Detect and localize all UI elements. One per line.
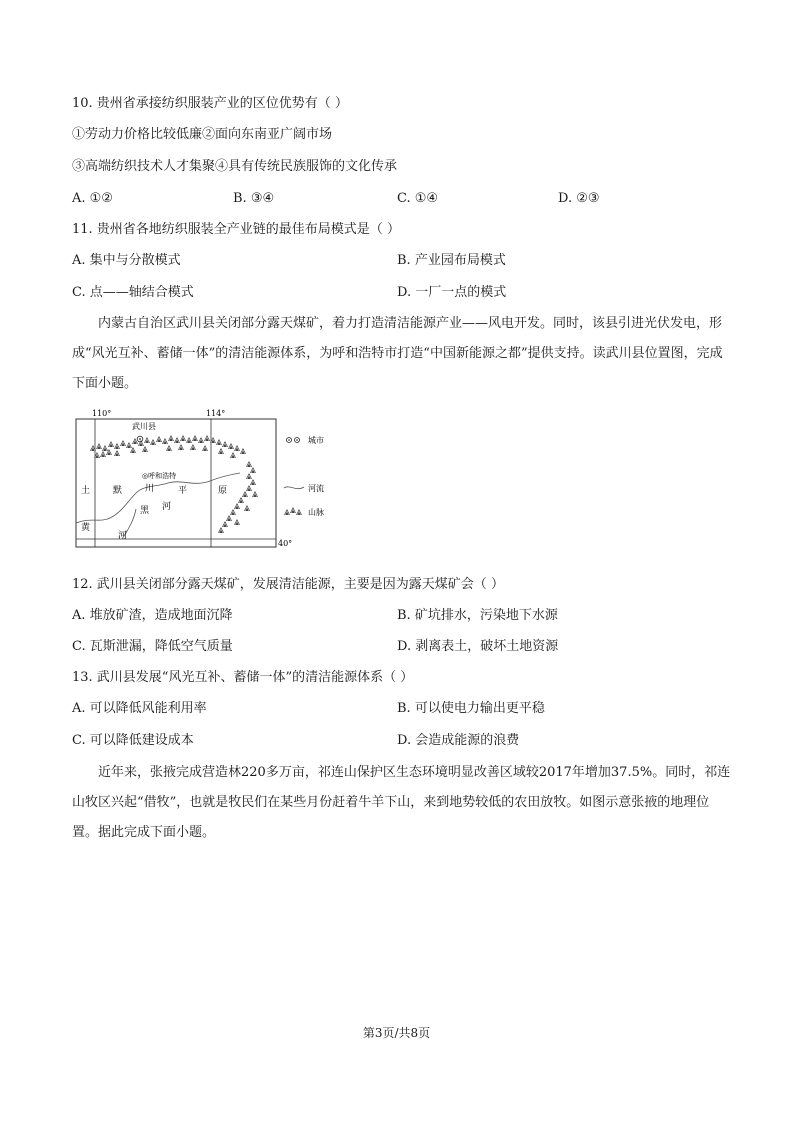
wuchuan-city-dot (139, 438, 141, 440)
label-he2: 河 (118, 531, 128, 541)
q13-option-a: A. 可以降低风能利用率 (72, 701, 207, 716)
label-lon-114: 114° (206, 409, 226, 418)
q11-option-b: B. 产业园布局模式 (397, 253, 506, 268)
label-mo: 默 (113, 486, 123, 496)
q13-stem: 13. 武川县发展“风光互补、蓄储一体”的清洁能源体系（ ） (72, 670, 414, 685)
label-wuchuan: 武川县 (132, 422, 156, 431)
page-number: 第3页/共8页 (362, 1026, 431, 1040)
legend-city-label: 城市 (308, 436, 324, 445)
q10-option-c: C. ①④ (397, 191, 439, 206)
label-hei: 黑 (140, 506, 150, 516)
q13-option-b: B. 可以使电力输出更平稳 (397, 701, 545, 716)
q10-option-b: B. ③④ (233, 191, 275, 206)
passage-zhangye: 近年来，张掖完成营造林220多万亩，祁连山保护区生态环境明显改善区域较2017年增加37.5%。同时，祁连山牧区兴起“借牧”，也就是牧民们在某些月份赶着牛羊下山，来到地势较低的农田放牧。如图示意张掖的地理位置。据此完成下面小题。 (72, 765, 731, 840)
black-river (76, 481, 210, 523)
q11-stem: 11. 贵州省各地纺织服装全产业链的最佳布局模式是（ ） (72, 222, 400, 237)
river-east (210, 473, 240, 481)
map-legend (284, 435, 324, 517)
q10-option-d: D. ②③ (558, 191, 600, 206)
q10-stem: 10. 贵州省承接纺织服装产业的区位优势有（ ） (72, 96, 348, 111)
label-chuan: 川 (145, 484, 155, 494)
q12-stem: 12. 武川县关闭部分露天煤矿，发展清洁能源，主要是因为露天煤矿会（ ） (72, 577, 504, 592)
label-yuan: 原 (218, 486, 228, 496)
passage-wuchuan: 内蒙古自治区武川县关闭部分露天煤矿，着力打造清洁能源产业——风电开发。同时，该县引进光伏发电，形成“风光互补、蓄储一体”的清洁能源体系，为呼和浩特市打造“中国新能源之都”提供支持。读武川县位置图，完成下面小题。 (72, 316, 723, 391)
q13-option-d: D. 会造成能源的浪费 (397, 733, 520, 748)
legend-mountain-icon (284, 507, 302, 515)
label-lon-110: 110° (92, 409, 112, 418)
q10-statements-2: ③高端纺织技术人才集聚④具有传统民族服饰的文化传承 (72, 159, 398, 174)
mountain-range-north (90, 435, 246, 458)
legend-river-label: 河流 (308, 484, 324, 493)
q10-option-a: A. ①② (72, 191, 113, 206)
label-huang: 黄 (81, 523, 91, 533)
q10-statements-1: ①劳动力价格比较低廉②面向东南亚广阔市场 (72, 127, 333, 142)
q11-option-d: D. 一厂一点的模式 (397, 285, 507, 300)
q13-option-c: C. 可以降低建设成本 (72, 733, 194, 748)
label-tu: 土 (81, 486, 91, 496)
q12-option-b: B. 矿坑排水，污染地下水源 (397, 608, 558, 623)
label-he: 河 (162, 502, 172, 512)
label-lat-40: 40° (278, 539, 293, 548)
q11-option-a: A. 集中与分散模式 (72, 253, 181, 268)
q12-option-a: A. 堆放矿渣，造成地面沉降 (72, 608, 233, 623)
q12-option-c: C. 瓦斯泄漏，降低空气质量 (72, 639, 233, 654)
wuchuan-location-map (70, 405, 350, 555)
q12-option-d: D. 剥离表土，破坏土地资源 (397, 639, 559, 654)
legend-river-icon (284, 487, 304, 489)
mountain-range-east (218, 461, 258, 533)
legend-mountain-label: 山脉 (308, 508, 324, 517)
q11-option-c: C. 点——轴结合模式 (72, 285, 194, 300)
label-huhehaote: ◎呼和浩特 (142, 472, 177, 480)
map-frame (76, 419, 276, 547)
label-ping: 平 (178, 486, 188, 496)
